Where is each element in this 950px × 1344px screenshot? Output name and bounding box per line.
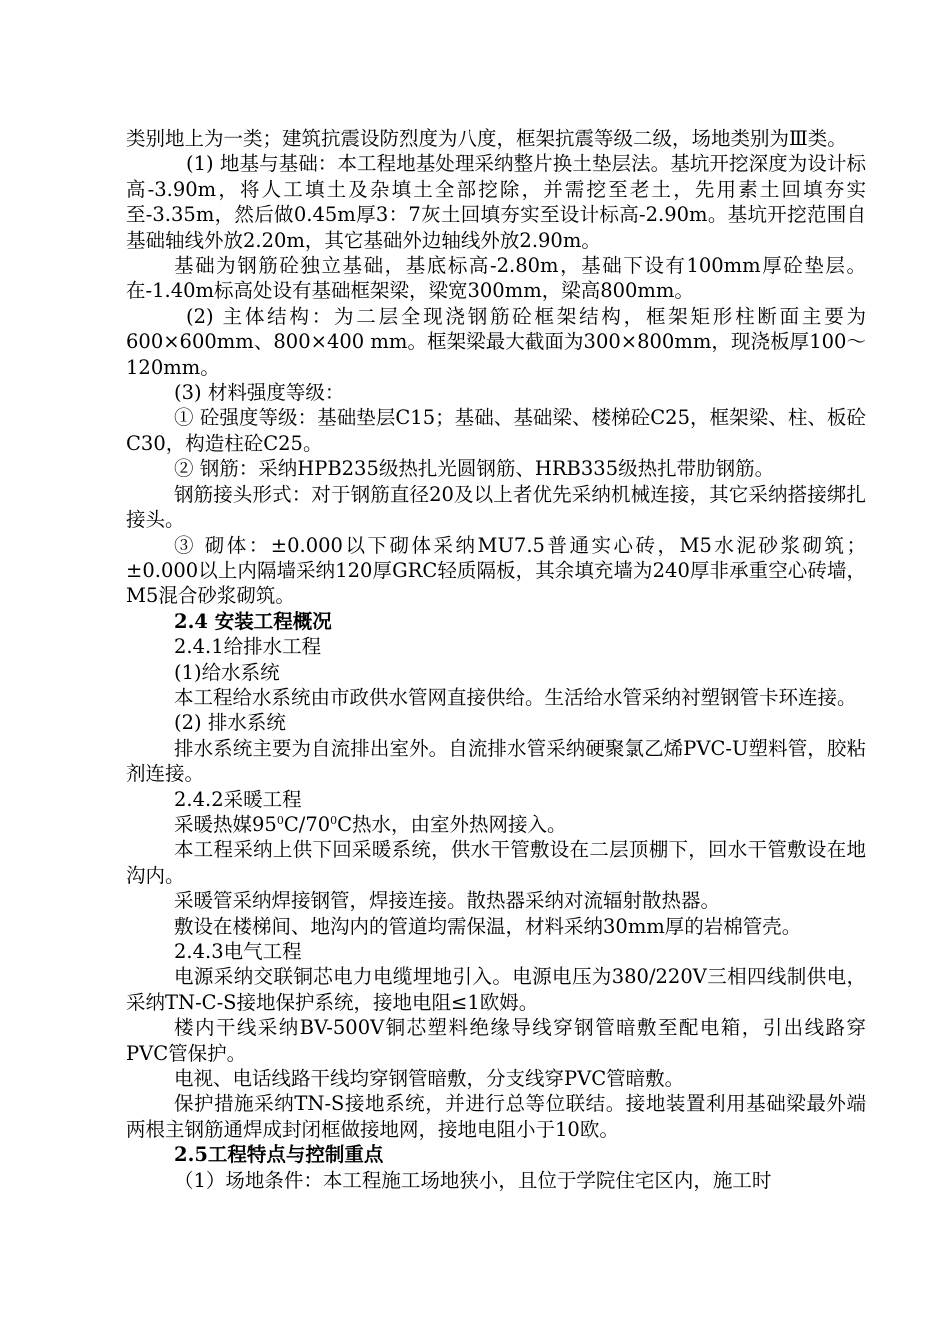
paragraph: ① 砼强度等级：基础垫层C15；基础、基础梁、楼梯砼C25，框架梁、柱、板砼C30，构造柱砼C25。 bbox=[126, 406, 866, 455]
paragraph bbox=[126, 812, 866, 837]
paragraph: ③ 砌体：±0.000以下砌体采纳MU7.5普通实心砖，M5水泥砂浆砌筑；±0.000以上内隔墙采纳120厚GRC轻质隔板，其余填充墙为240厚非承重空心砖墙，M5混合砂浆砌筑。 bbox=[126, 533, 866, 608]
degree-superscript: 0 bbox=[276, 813, 284, 827]
paragraph: 电源采纳交联铜芯电力电缆埋地引入。电源电压为380/220V三相四线制供电，采纳TN-C-S接地保护系统，接地电阻≤1欧姆。 bbox=[126, 965, 866, 1014]
paragraph: 本工程给水系统由市政供水管网直接供给。生活给水管采纳衬塑钢管卡环连接。 bbox=[174, 685, 857, 709]
paragraph: （1）场地条件：本工程施工场地狭小，且位于学院住宅区内，施工时 bbox=[174, 1168, 772, 1192]
paragraph: 电视、电话线路干线均穿钢管暗敷，分支线穿PVC管暗敷。 bbox=[174, 1067, 685, 1091]
paragraph: (2) 排水系统 bbox=[174, 711, 286, 735]
paragraph: (1)给水系统 bbox=[174, 660, 280, 684]
subsection-heading: 2.4.2采暖工程 bbox=[174, 787, 302, 811]
paragraph: 排水系统主要为自流排出室外。自流排水管采纳硬聚氯乙烯PVC-U塑料管，胶粘剂连接。 bbox=[126, 736, 866, 786]
subsection-heading: 2.4.1给排水工程 bbox=[174, 635, 322, 659]
paragraph: 楼内干线采纳BV-500V铜芯塑料绝缘导线穿钢管暗敷至配电箱，引出线路穿PVC管保护。 bbox=[126, 1016, 866, 1065]
heat-medium-text: C/70 bbox=[283, 812, 331, 836]
paragraph: 保护措施采纳TN-S接地系统，并进行总等位联结。接地装置利用基础梁最外端两根主钢筋通焊成封闭框做接地网，接地电阻小于10欧。 bbox=[126, 1092, 866, 1141]
paragraph: 敷设在楼梯间、地沟内的管道均需保温，材料采纳30mm厚的岩棉管壳。 bbox=[174, 914, 802, 938]
section-heading: 2.4 安装工程概况 bbox=[174, 609, 332, 633]
document-body bbox=[126, 126, 866, 1193]
section-heading: 2.5工程特点与控制重点 bbox=[174, 1143, 384, 1167]
degree-superscript: 0 bbox=[330, 813, 338, 827]
paragraph: 钢筋接头形式：对于钢筋直径20及以上者优先采纳机械连接，其它采纳搭接绑扎接头。 bbox=[126, 482, 866, 532]
paragraph: (2) 主体结构：为二层全现浇钢筋砼框架结构，框架矩形柱断面主要为600×600mm、800×400 mm。框架梁最大截面为300×800mm，现浇板厚100～120mm。 bbox=[126, 304, 866, 379]
heat-medium-text: C热水，由室外热网接入。 bbox=[337, 812, 567, 836]
paragraph: (1) 地基与基础：本工程地基处理采纳整片换土垫层法。基坑开挖深度为设计标高-3.90m，将人工填土及杂填土全部挖除，并需挖至老土，先用素土回填夯实至-3.35m，然后做0.45m厚3：7灰土回填夯实至设计标高-2.90m。基坑开挖范围自基础轴线外放2.20m，其它基础外边轴线外放2.90m。 bbox=[126, 152, 866, 252]
paragraph: (3) 材料强度等级： bbox=[174, 381, 345, 405]
paragraph: 基础为钢筋砼独立基础，基底标高-2.80m，基础下设有100mm厚砼垫层。在-1.40m标高处设有基础框架梁，梁宽300mm，梁高800mm。 bbox=[126, 254, 866, 303]
heat-medium-text: 采暖热媒95 bbox=[174, 812, 277, 836]
paragraph: 本工程采纳上供下回采暖系统，供水干管敷设在二层顶棚下，回水干管敷设在地沟内。 bbox=[126, 838, 866, 887]
paragraph: 采暖管采纳焊接钢管，焊接连接。散热器采纳对流辐射散热器。 bbox=[174, 889, 721, 913]
subsection-heading: 2.4.3电气工程 bbox=[174, 940, 302, 963]
paragraph: 类别地上为一类；建筑抗震设防烈度为八度，框架抗震等级二级，场地类别为Ⅲ类。 bbox=[126, 127, 847, 150]
paragraph: ② 钢筋：采纳HPB235级热扎光圆钢筋、HRB335级热扎带肋钢筋。 bbox=[174, 457, 775, 481]
